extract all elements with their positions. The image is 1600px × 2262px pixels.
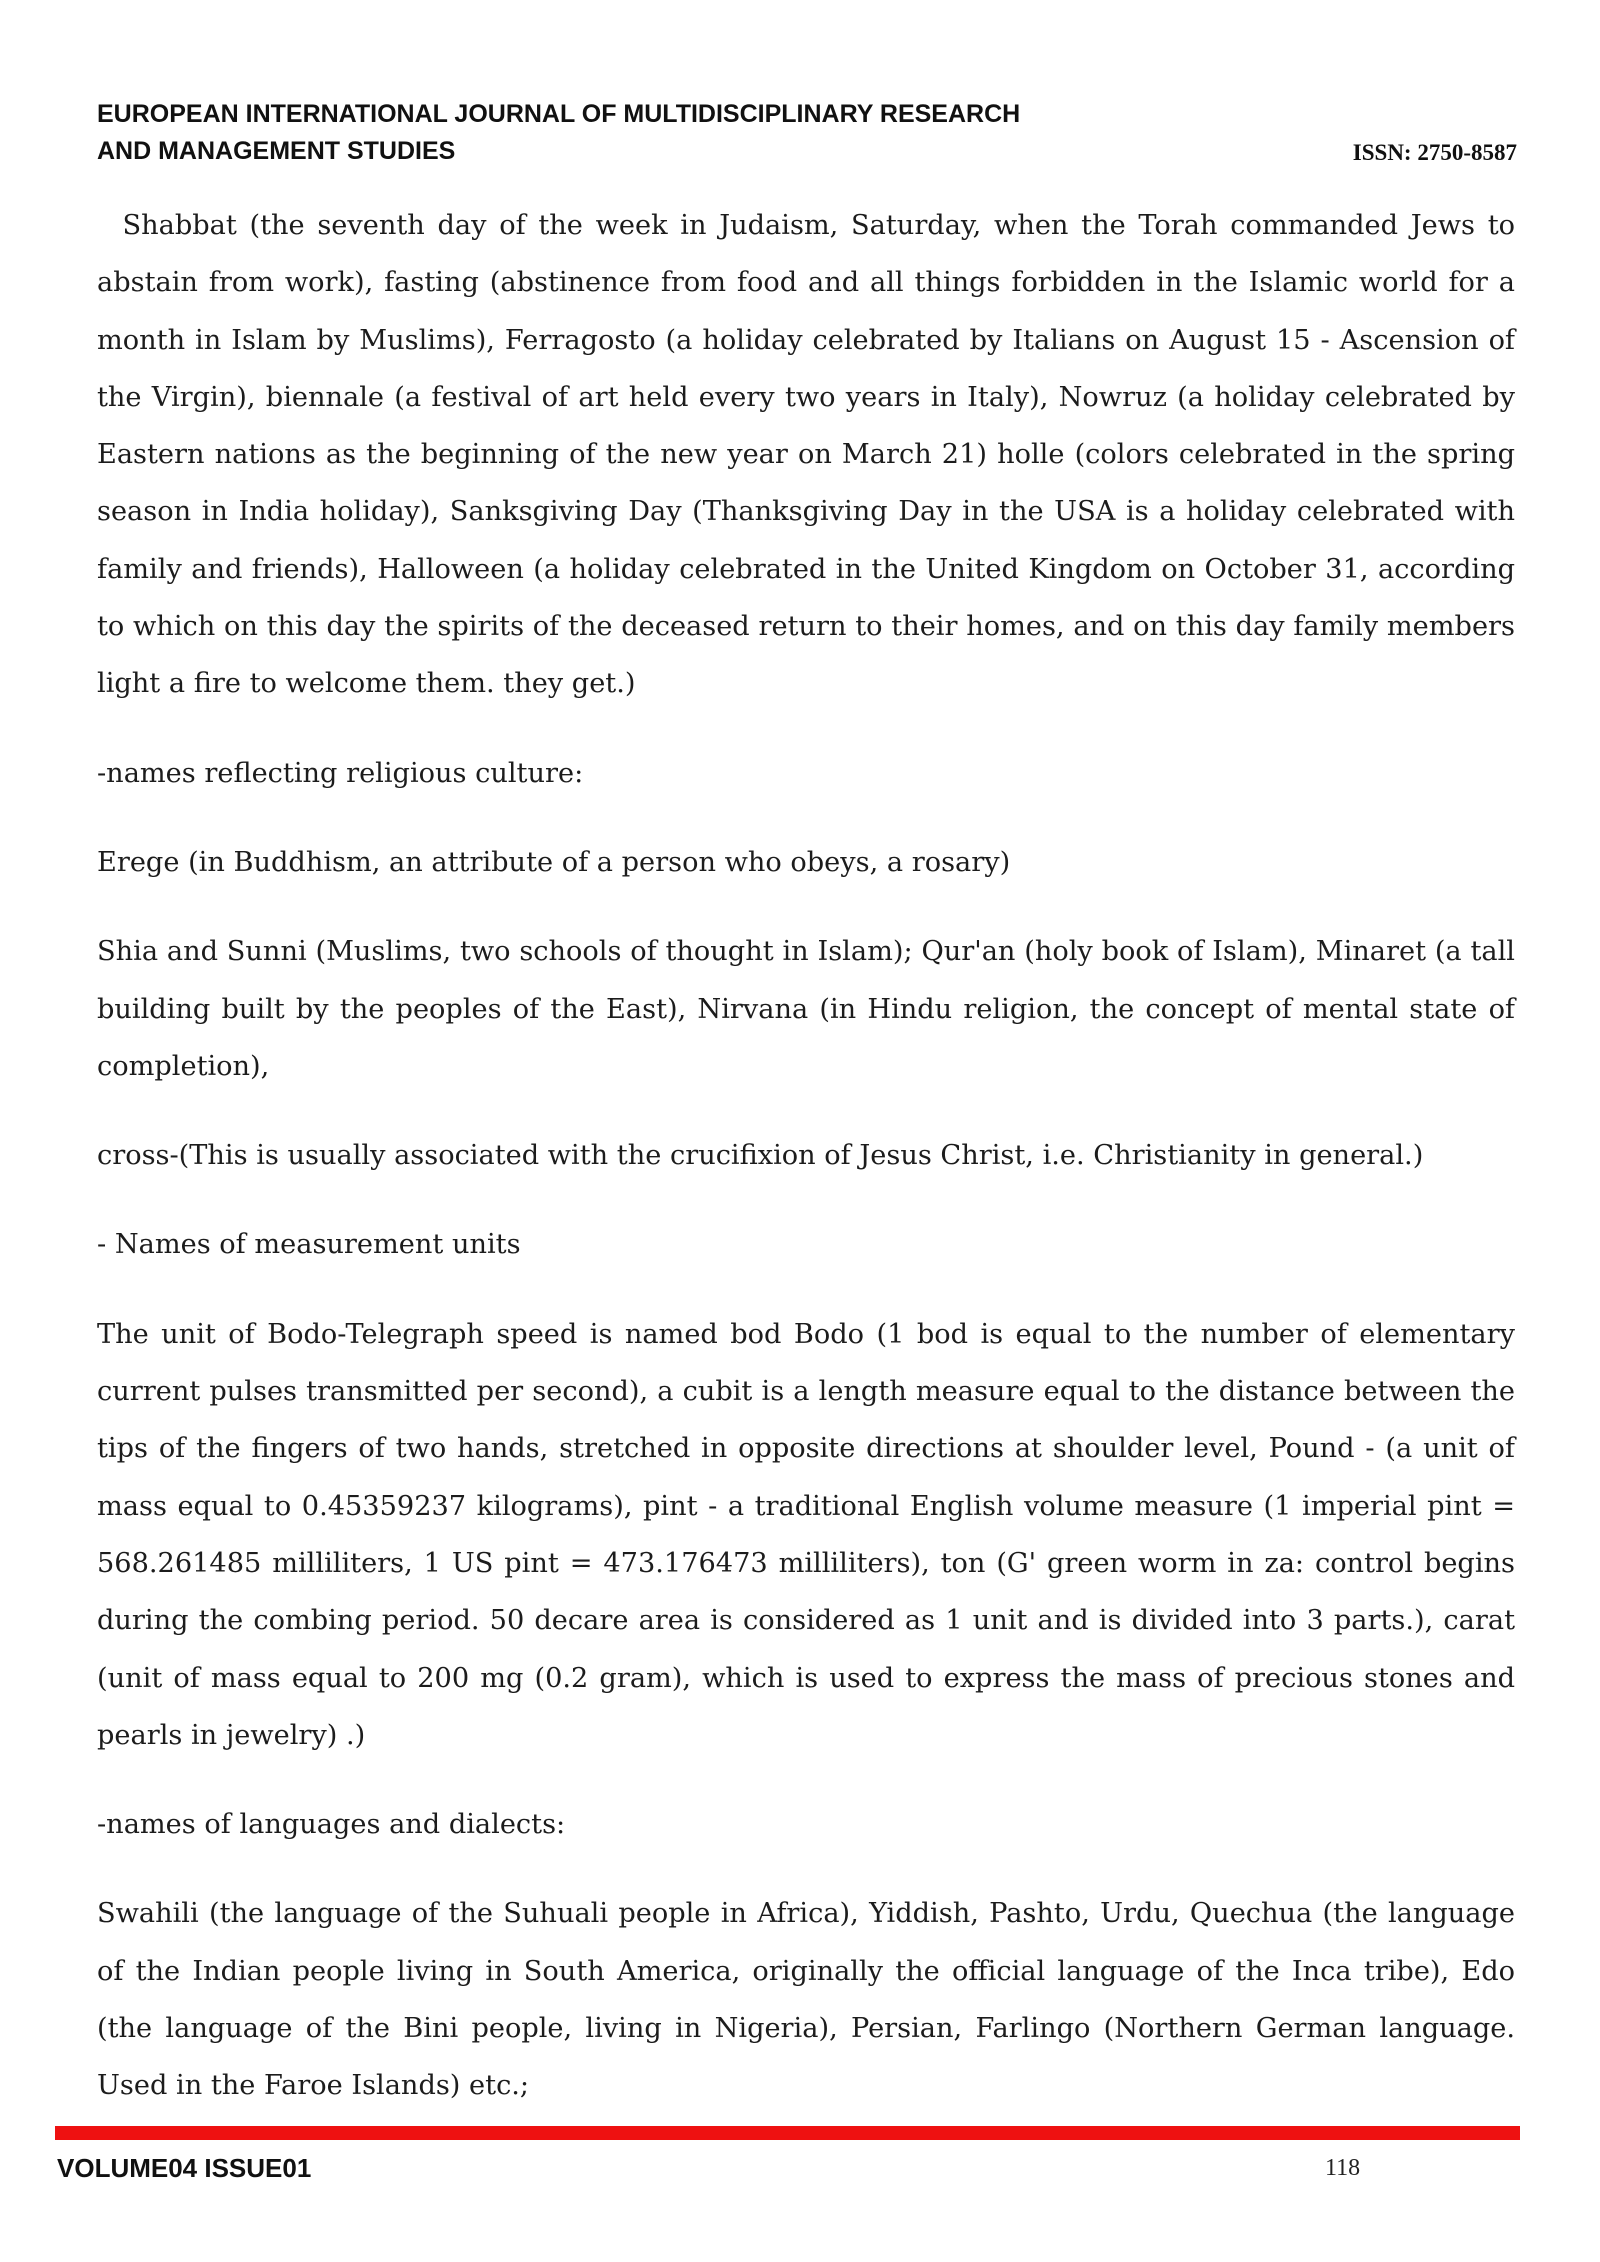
heading-languages-dialects: -names of languages and dialects: bbox=[97, 1809, 566, 1841]
volume-issue-label: VOLUME04 ISSUE01 bbox=[57, 2153, 312, 2183]
journal-title-line-2: AND MANAGEMENT STUDIES bbox=[97, 137, 456, 165]
page-number: 118 bbox=[1325, 2155, 1361, 2181]
issn-label: ISSN: 2750-8587 bbox=[1352, 140, 1517, 165]
journal-title-line-1: EUROPEAN INTERNATIONAL JOURNAL OF MULTIDISCIPLINARY RESEARCH bbox=[97, 100, 1021, 128]
paragraph-erege: Erege (in Buddhism, an attribute of a person who obeys, a rosary) bbox=[97, 846, 1011, 878]
page-header bbox=[97, 96, 1517, 170]
footer-red-rule bbox=[55, 2126, 1520, 2140]
heading-religious-culture: -names reflecting religious culture: bbox=[97, 757, 584, 789]
heading-measurement-units: - Names of measurement units bbox=[97, 1229, 521, 1261]
paragraph-measurement-units: The unit of Bodo-Telegraph speed is named bod Bodo (1 bod is equal to the number of elementary current pulses transmitted per second), a cubit is a length measure equal to the distance between the tips of the fingers of two hands, stretched in opposite directions at shoulder level, Pound - (a unit of mass equal to 0.45359237 kilograms), pint - a traditional English volume measure (1 imperial pint = 568.261485 milliliters, 1 US pint = 473.176473 milliliters), ton (G' green worm in za: control begins during the combing period. 50 decare area is considered as 1 unit and is divided into 3 parts.), carat (unit of mass equal to 200 mg (0.2 gram), which is used to express the mass of precious stones and pearls in jewelry) .) bbox=[97, 1318, 1515, 1751]
paragraph-shia-sunni: Shia and Sunni (Muslims, two schools of thought in Islam); Qur'an (holy book of Islam), Minaret (a tall building built by the peoples of the East), Nirvana (in Hindu religion, the concept of mental state of completion), bbox=[97, 936, 1515, 1082]
paragraph-holidays: Shabbat (the seventh day of the week in Judaism, Saturday, when the Torah commanded Jews to abstain from work), fasting (abstinence from food and all things forbidden in the Islamic world for a month in Islam by Muslims), Ferragosto (a holiday celebrated by Italians on August 15 - Ascension of the Virgin), biennale (a festival of art held every two years in Italy), Nowruz (a holiday celebrated by Eastern nations as the beginning of the new year on March 21) holle (colors celebrated in the spring season in India holiday), Sanksgiving Day (Thanksgiving Day in the USA is a holiday celebrated with family and friends), Halloween (a holiday celebrated in the United Kingdom on October 31, according to which on this day the spirits of the deceased return to their homes, and on this day family members light a fire to welcome them. they get.) bbox=[97, 210, 1524, 700]
paragraph-languages: Swahili (the language of the Suhuali people in Africa), Yiddish, Pashto, Urdu, Quechua (the language of the Indian people living in South America, originally the official language of the Inca tribe), Edo (the language of the Bini people, living in Nigeria), Persian, Farlingo (Northern German language. Used in the Faroe Islands) etc.; bbox=[97, 1898, 1515, 2102]
paragraph-cross: cross-(This is usually associated with the crucifixion of Jesus Christ, i.e. Christianity in general.) bbox=[97, 1140, 1424, 1172]
article-body bbox=[97, 197, 1524, 2147]
